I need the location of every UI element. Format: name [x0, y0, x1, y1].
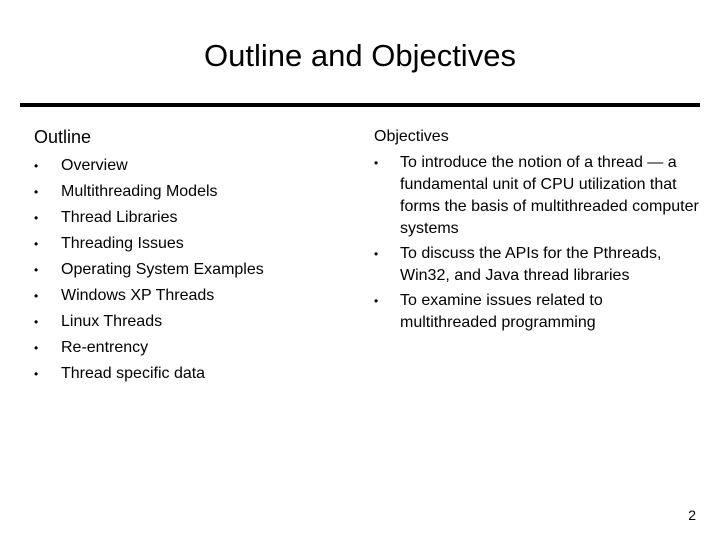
bullet-icon: •	[34, 367, 39, 381]
page-number: 2	[688, 507, 696, 523]
bullet-icon: •	[34, 159, 39, 173]
outline-item-label: Thread specific data	[61, 365, 206, 382]
outline-item-label: Thread Libraries	[61, 209, 178, 226]
outline-item-label: Multithreading Models	[61, 183, 218, 200]
outline-item	[34, 205, 354, 231]
objectives-heading: Objectives	[374, 128, 449, 145]
outline-item-label: Threading Issues	[61, 235, 184, 252]
outline-item	[34, 283, 354, 309]
outline-item	[34, 257, 354, 283]
outline-item	[34, 335, 354, 361]
objective-item	[374, 243, 704, 287]
outline-heading: Outline	[34, 127, 92, 147]
bullet-icon: •	[374, 156, 379, 170]
bullet-icon: •	[34, 289, 39, 303]
outline-item	[34, 309, 354, 335]
slide-title: Outline and Objectives	[204, 38, 516, 73]
outline-item-label: Re-entrency	[61, 339, 149, 356]
bullet-icon: •	[34, 315, 39, 329]
outline-item-label: Linux Threads	[61, 313, 163, 330]
outline-list	[34, 153, 354, 387]
bullet-icon: •	[34, 263, 39, 277]
outline-item-label: Operating System Examples	[61, 261, 264, 278]
objective-item	[374, 152, 704, 240]
objectives-list	[374, 152, 704, 334]
outline-item	[34, 231, 354, 257]
objectives-column	[374, 126, 704, 337]
objective-item-text: To introduce the notion of a thread — a fundamental unit of CPU utilization that forms the basis of multithreaded computer systems	[400, 154, 699, 237]
outline-item-label: Windows XP Threads	[61, 287, 215, 304]
bullet-icon: •	[374, 294, 379, 308]
outline-item-label: Overview	[61, 157, 128, 174]
bullet-icon: •	[34, 211, 39, 225]
objective-item-text: To examine issues related to multithreaded programming	[400, 292, 603, 331]
objective-item-text: To discuss the APIs for the Pthreads, Win32, and Java thread libraries	[400, 245, 662, 284]
outline-item	[34, 179, 354, 205]
bullet-icon: •	[34, 185, 39, 199]
title-divider	[20, 103, 700, 107]
bullet-icon: •	[34, 237, 39, 251]
outline-item	[34, 361, 354, 387]
objective-item	[374, 290, 704, 334]
outline-column	[34, 126, 354, 387]
bullet-icon: •	[34, 341, 39, 355]
outline-item	[34, 153, 354, 179]
bullet-icon: •	[374, 247, 379, 261]
